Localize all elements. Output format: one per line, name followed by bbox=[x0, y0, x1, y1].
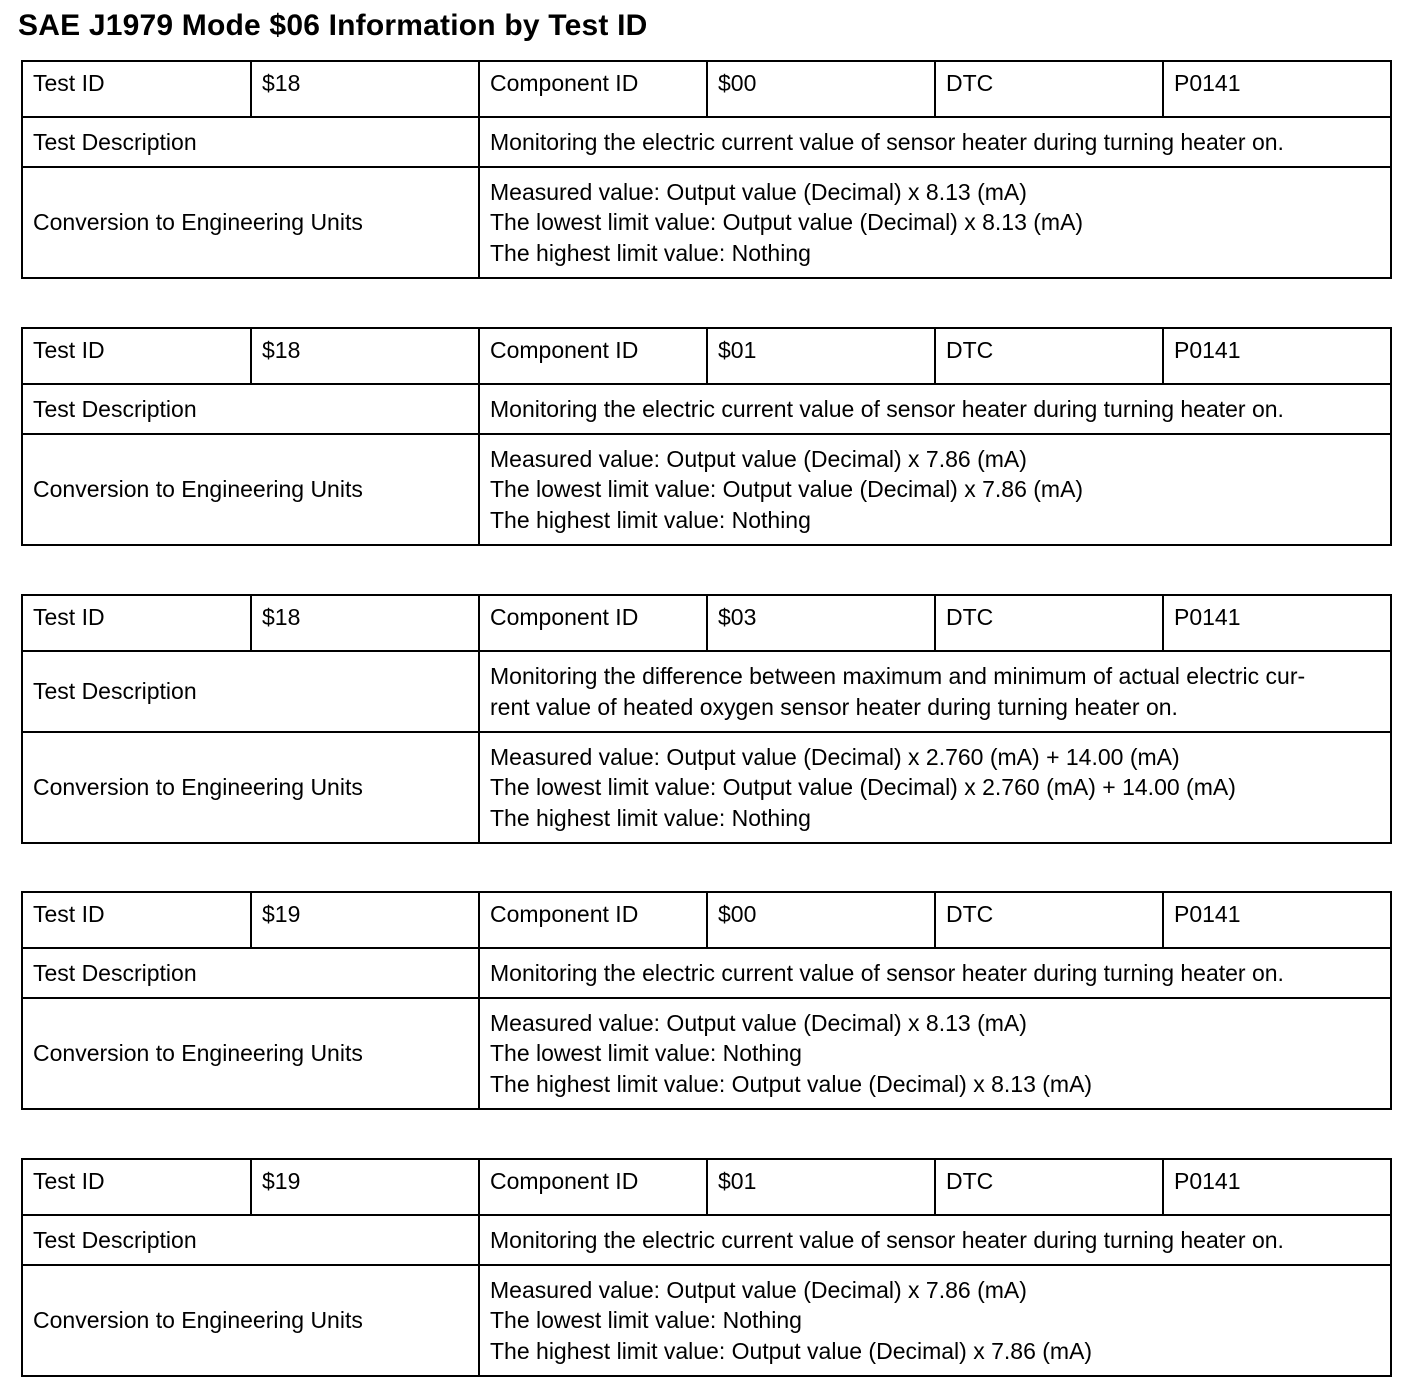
test-id-value: $18 bbox=[251, 328, 479, 384]
test-description-label: Test Description bbox=[22, 117, 479, 167]
lowest-limit-line: The lowest limit value: Output value (Decimal) x 8.13 (mA) bbox=[490, 209, 1084, 236]
lowest-limit-line: The lowest limit value: Output value (Decimal) x 2.760 (mA) + 14.00 (mA) bbox=[490, 774, 1236, 801]
dtc-label: DTC bbox=[935, 61, 1163, 117]
dtc-label: DTC bbox=[935, 1159, 1163, 1215]
lowest-limit-line: The lowest limit value: Output value (Decimal) x 7.86 (mA) bbox=[490, 476, 1084, 503]
test-id-row bbox=[22, 595, 1391, 651]
test-description-label: Test Description bbox=[22, 1215, 479, 1265]
test-id-label: Test ID bbox=[22, 595, 251, 651]
test-description-row bbox=[22, 948, 1391, 998]
lowest-limit-line: The lowest limit value: Nothing bbox=[490, 1307, 802, 1334]
conversion-value bbox=[479, 434, 1391, 545]
dtc-value: P0141 bbox=[1163, 328, 1391, 384]
component-id-label: Component ID bbox=[479, 1159, 707, 1215]
test-description-line: rent value of heated oxygen sensor heater during turning heater on. bbox=[490, 693, 1178, 720]
test-id-label: Test ID bbox=[22, 1159, 251, 1215]
test-description-value: Monitoring the electric current value of sensor heater during turning heater on. bbox=[479, 1215, 1391, 1265]
test-table bbox=[21, 60, 1392, 279]
measured-value-line: Measured value: Output value (Decimal) x 7.86 (mA) bbox=[490, 445, 1027, 472]
dtc-label: DTC bbox=[935, 595, 1163, 651]
test-description-value: Monitoring the electric current value of sensor heater during turning heater on. bbox=[479, 948, 1391, 998]
test-table bbox=[21, 594, 1392, 844]
conversion-row bbox=[22, 998, 1391, 1109]
dtc-value: P0141 bbox=[1163, 1159, 1391, 1215]
test-id-row bbox=[22, 61, 1391, 117]
test-description-row bbox=[22, 384, 1391, 434]
test-description-label: Test Description bbox=[22, 384, 479, 434]
component-id-value: $03 bbox=[707, 595, 935, 651]
conversion-label: Conversion to Engineering Units bbox=[22, 434, 479, 545]
conversion-value bbox=[479, 732, 1391, 843]
test-description-value bbox=[479, 651, 1391, 732]
conversion-value bbox=[479, 167, 1391, 278]
test-table bbox=[21, 891, 1392, 1110]
dtc-value: P0141 bbox=[1163, 595, 1391, 651]
test-table bbox=[21, 327, 1392, 546]
conversion-value bbox=[479, 998, 1391, 1109]
dtc-label: DTC bbox=[935, 328, 1163, 384]
test-id-value: $19 bbox=[251, 1159, 479, 1215]
conversion-label: Conversion to Engineering Units bbox=[22, 732, 479, 843]
test-description-value: Monitoring the electric current value of sensor heater during turning heater on. bbox=[479, 117, 1391, 167]
highest-limit-line: The highest limit value: Nothing bbox=[490, 239, 811, 266]
test-description-row bbox=[22, 651, 1391, 732]
test-description-value: Monitoring the electric current value of sensor heater during turning heater on. bbox=[479, 384, 1391, 434]
measured-value-line: Measured value: Output value (Decimal) x 8.13 (mA) bbox=[490, 1009, 1027, 1036]
highest-limit-line: The highest limit value: Nothing bbox=[490, 804, 811, 831]
component-id-value: $01 bbox=[707, 1159, 935, 1215]
component-id-label: Component ID bbox=[479, 61, 707, 117]
test-id-value: $19 bbox=[251, 892, 479, 948]
component-id-label: Component ID bbox=[479, 595, 707, 651]
measured-value-line: Measured value: Output value (Decimal) x 7.86 (mA) bbox=[490, 1276, 1027, 1303]
dtc-value: P0141 bbox=[1163, 892, 1391, 948]
test-id-value: $18 bbox=[251, 595, 479, 651]
test-id-row bbox=[22, 892, 1391, 948]
test-id-row bbox=[22, 1159, 1391, 1215]
highest-limit-line: The highest limit value: Output value (Decimal) x 7.86 (mA) bbox=[490, 1337, 1093, 1364]
test-id-label: Test ID bbox=[22, 328, 251, 384]
conversion-value bbox=[479, 1265, 1391, 1376]
component-id-value: $00 bbox=[707, 892, 935, 948]
test-description-row bbox=[22, 117, 1391, 167]
dtc-value: P0141 bbox=[1163, 61, 1391, 117]
component-id-label: Component ID bbox=[479, 328, 707, 384]
test-description-line: Monitoring the difference between maximum and minimum of actual electric cur- bbox=[490, 663, 1306, 689]
highest-limit-line: The highest limit value: Nothing bbox=[490, 506, 811, 533]
test-id-label: Test ID bbox=[22, 892, 251, 948]
conversion-row bbox=[22, 732, 1391, 843]
measured-value-line: Measured value: Output value (Decimal) x 8.13 (mA) bbox=[490, 178, 1027, 205]
conversion-row bbox=[22, 434, 1391, 545]
page-title: SAE J1979 Mode $06 Information by Test ID bbox=[18, 9, 648, 42]
test-id-value: $18 bbox=[251, 61, 479, 117]
measured-value-line: Measured value: Output value (Decimal) x 2.760 (mA) + 14.00 (mA) bbox=[490, 743, 1180, 770]
test-table bbox=[21, 1158, 1392, 1377]
dtc-label: DTC bbox=[935, 892, 1163, 948]
test-description-row bbox=[22, 1215, 1391, 1265]
component-id-label: Component ID bbox=[479, 892, 707, 948]
conversion-label: Conversion to Engineering Units bbox=[22, 167, 479, 278]
component-id-value: $01 bbox=[707, 328, 935, 384]
test-id-row bbox=[22, 328, 1391, 384]
lowest-limit-line: The lowest limit value: Nothing bbox=[490, 1040, 802, 1067]
highest-limit-line: The highest limit value: Output value (Decimal) x 8.13 (mA) bbox=[490, 1070, 1093, 1097]
conversion-row bbox=[22, 1265, 1391, 1376]
test-id-label: Test ID bbox=[22, 61, 251, 117]
component-id-value: $00 bbox=[707, 61, 935, 117]
test-description-label: Test Description bbox=[22, 948, 479, 998]
test-description-label: Test Description bbox=[22, 651, 479, 732]
conversion-label: Conversion to Engineering Units bbox=[22, 1265, 479, 1376]
conversion-label: Conversion to Engineering Units bbox=[22, 998, 479, 1109]
conversion-row bbox=[22, 167, 1391, 278]
